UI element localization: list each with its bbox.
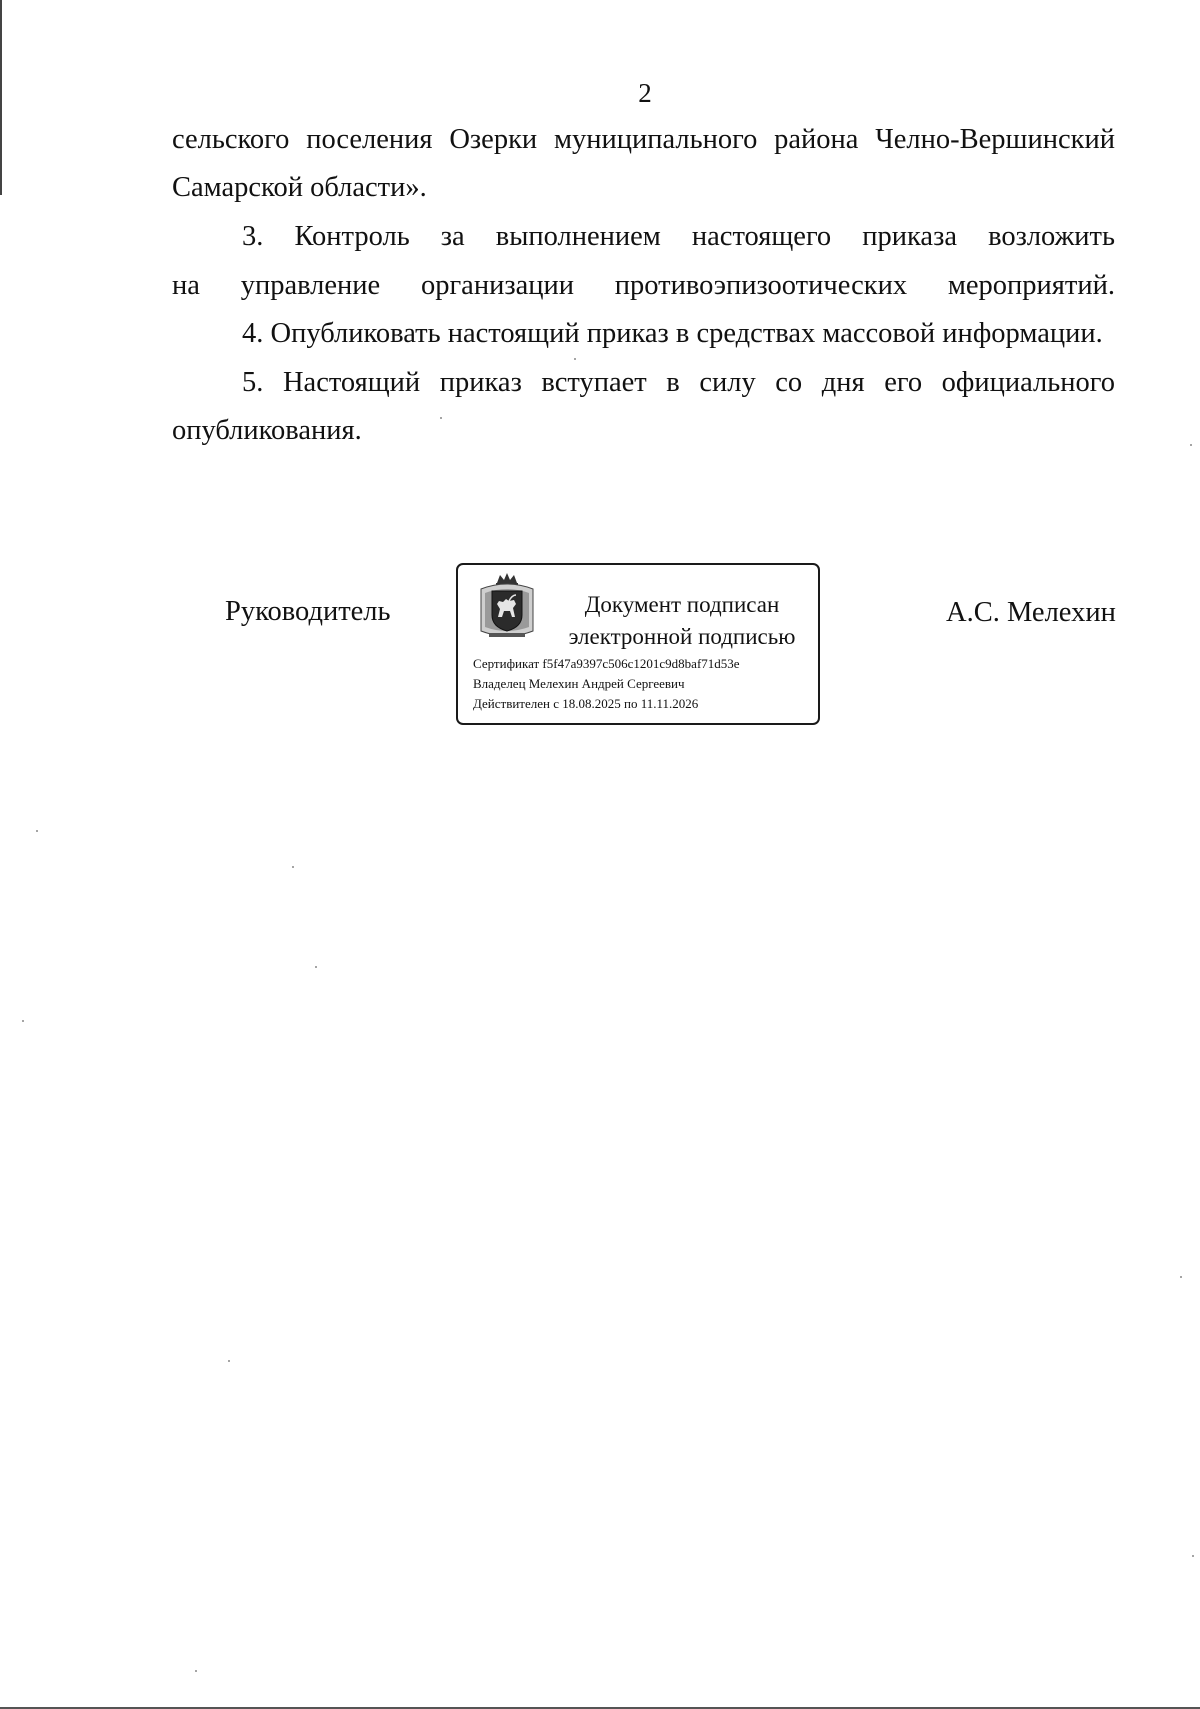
paragraph-4: 4. Опубликовать настоящий приказ в средствах массовой информации.	[242, 318, 1103, 349]
stamp-details	[473, 654, 740, 714]
signer-name: А.С. Мелехин	[946, 597, 1116, 628]
scan-speck	[1192, 1555, 1194, 1557]
scan-speck	[1190, 444, 1192, 446]
scan-speck	[292, 866, 294, 868]
paragraph-5-line-2: опубликования.	[172, 415, 362, 446]
scan-speck	[195, 1670, 197, 1672]
scan-speck	[228, 1360, 230, 1362]
stamp-certificate: Сертификат f5f47a9397c506c1201c9d8baf71d53e	[473, 656, 740, 671]
paragraph-3-line-2: на управление организации противоэпизоотических мероприятий.	[172, 270, 1115, 301]
scan-speck	[440, 417, 442, 419]
scan-speck	[1180, 1276, 1182, 1278]
body-line-1: сельского поселения Озерки муниципального района Челно-Вершинский	[172, 124, 1115, 155]
body-line-2: Самарской области».	[172, 172, 427, 203]
stamp-heading	[553, 589, 811, 653]
signer-position: Руководитель	[225, 596, 391, 627]
stamp-heading-line-2: электронной подписью	[568, 624, 796, 649]
stamp-validity: Действителен с 18.08.2025 по 11.11.2026	[473, 696, 699, 711]
stamp-heading-line-1: Документ подписан	[584, 592, 780, 617]
scan-speck	[574, 358, 576, 360]
electronic-signature-stamp	[456, 563, 820, 725]
page-number: 2	[638, 78, 652, 108]
stamp-owner: Владелец Мелехин Андрей Сергеевич	[473, 676, 685, 691]
scan-speck	[36, 830, 38, 832]
paragraph-5-line-1: 5. Настоящий приказ вступает в силу со дня его официального	[242, 367, 1115, 398]
paragraph-3-line-1: 3. Контроль за выполнением настоящего приказа возложить	[242, 221, 1115, 252]
scan-speck	[22, 1020, 24, 1022]
samara-coat-of-arms-icon	[475, 571, 539, 641]
scan-speck	[315, 966, 317, 968]
